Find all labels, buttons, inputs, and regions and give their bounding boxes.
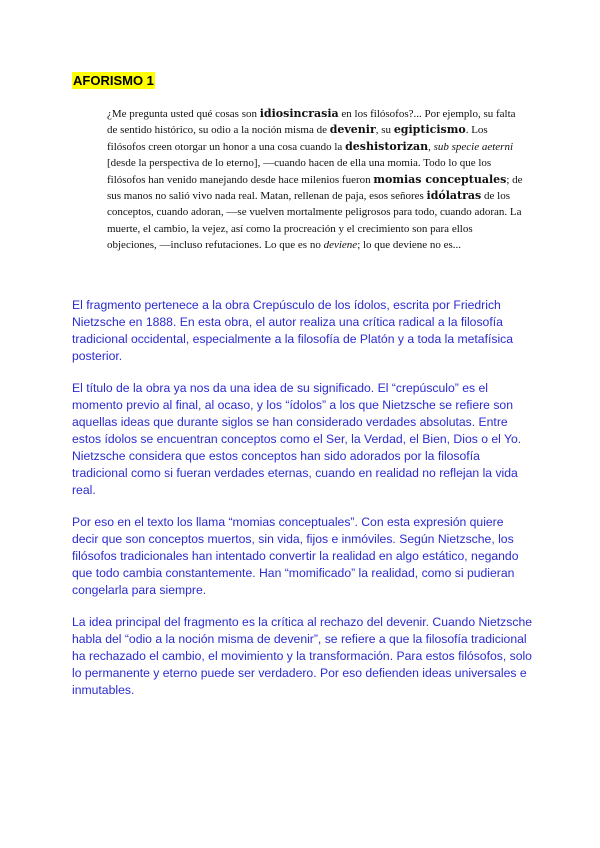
quote-text: ¿Me pregunta usted qué cosas son [107, 108, 260, 120]
commentary-paragraph: Por eso en el texto los llama “momias conceptuales”. Con esta expresión quiere decir que son conceptos muertos, sin vida, fijos e inmóviles. Según Nietzsche, los filósofos tradicionales han intentado convertir la realidad en algo estático, negando que todo cambia constantemente. Han “momificado” la realidad, como si pudieran congelarla para siempre. [72, 515, 519, 597]
quote-text: [desde la perspectiva de lo eterno], —cuando hacen de ella una momia. Todo lo que los filósofos han venido manejando desde hace milenios fueron [107, 157, 492, 186]
quote-emphasis: idólatras [426, 189, 482, 203]
quote-text: de los conceptos, cuando adoran, —se vuelven mortalmente peligrosos para todo, cuando adoran. La muerte, el cambio, la vejez, así como la procreación y el crecimiento son para ellos objeciones, —incluso refutaciones. Lo que es no [107, 190, 522, 252]
quote-text: . Los filósofos creen otorgar un honor a una cosa cuando la [107, 124, 488, 153]
aphorism-quote [107, 106, 525, 254]
quote-italic: sub specie aeterni [433, 140, 514, 153]
quote-text: ; lo que deviene no es... [357, 239, 462, 252]
quote-text: , [428, 140, 434, 153]
quote-emphasis: momias conceptuales [373, 172, 507, 186]
quote-text: en los filósofos?... Por ejemplo, su falta de sentido histórico, su odio a la noción misma de [107, 108, 516, 137]
quote-emphasis: devenir [329, 123, 376, 137]
commentary-paragraph: La idea principal del fragmento es la crítica al rechazo del devenir. Cuando Nietzsche habla del “odio a la noción misma de devenir”, se refiere a que la filosofía tradicional ha rechazado el cambio, el movimiento y la transformación. Para estos filósofos, solo lo permanente y eterno puede ser verdadero. Por eso defienden ideas universales e inmutables. [72, 615, 533, 697]
quote-italic: deviene [323, 239, 358, 252]
quote-emphasis: idiosincrasia [259, 107, 339, 120]
commentary-paragraph: El título de la obra ya nos da una idea de su significado. El “crepúsculo” es el momento previo al final, al ocaso, y los “ídolos” a los que Nietzsche se refiere son aquellas ideas que durante siglos se han considerado verdades absolutas. Entre estos ídolos se encuentran conceptos como el Ser, la Verdad, el Bien, Dios o el Yo. Nietzsche considera que estos conceptos han sido adorados por la filosofía tradicional como si fueran verdades eternas, cuando en realidad no reflejan la vida real. [72, 381, 522, 497]
commentary-section [72, 297, 532, 714]
quote-emphasis: deshistorizan [345, 139, 429, 153]
quote-text: ; de sus manos no salió vivo nada real. Matan, rellenan de paja, esos señores [107, 173, 523, 203]
commentary-paragraph: El fragmento pertenece a la obra Crepúsculo de los ídolos, escrita por Friedrich Nietzsche en 1888. En esta obra, el autor realiza una crítica radical a la filosofía tradicional occidental, especialmente a la filosofía de Platón y a toda la metafísica posterior. [72, 298, 514, 363]
quote-text: , su [375, 124, 394, 137]
quote-emphasis: egipticismo [393, 123, 466, 137]
document-title: AFORISMO 1 [73, 73, 154, 88]
